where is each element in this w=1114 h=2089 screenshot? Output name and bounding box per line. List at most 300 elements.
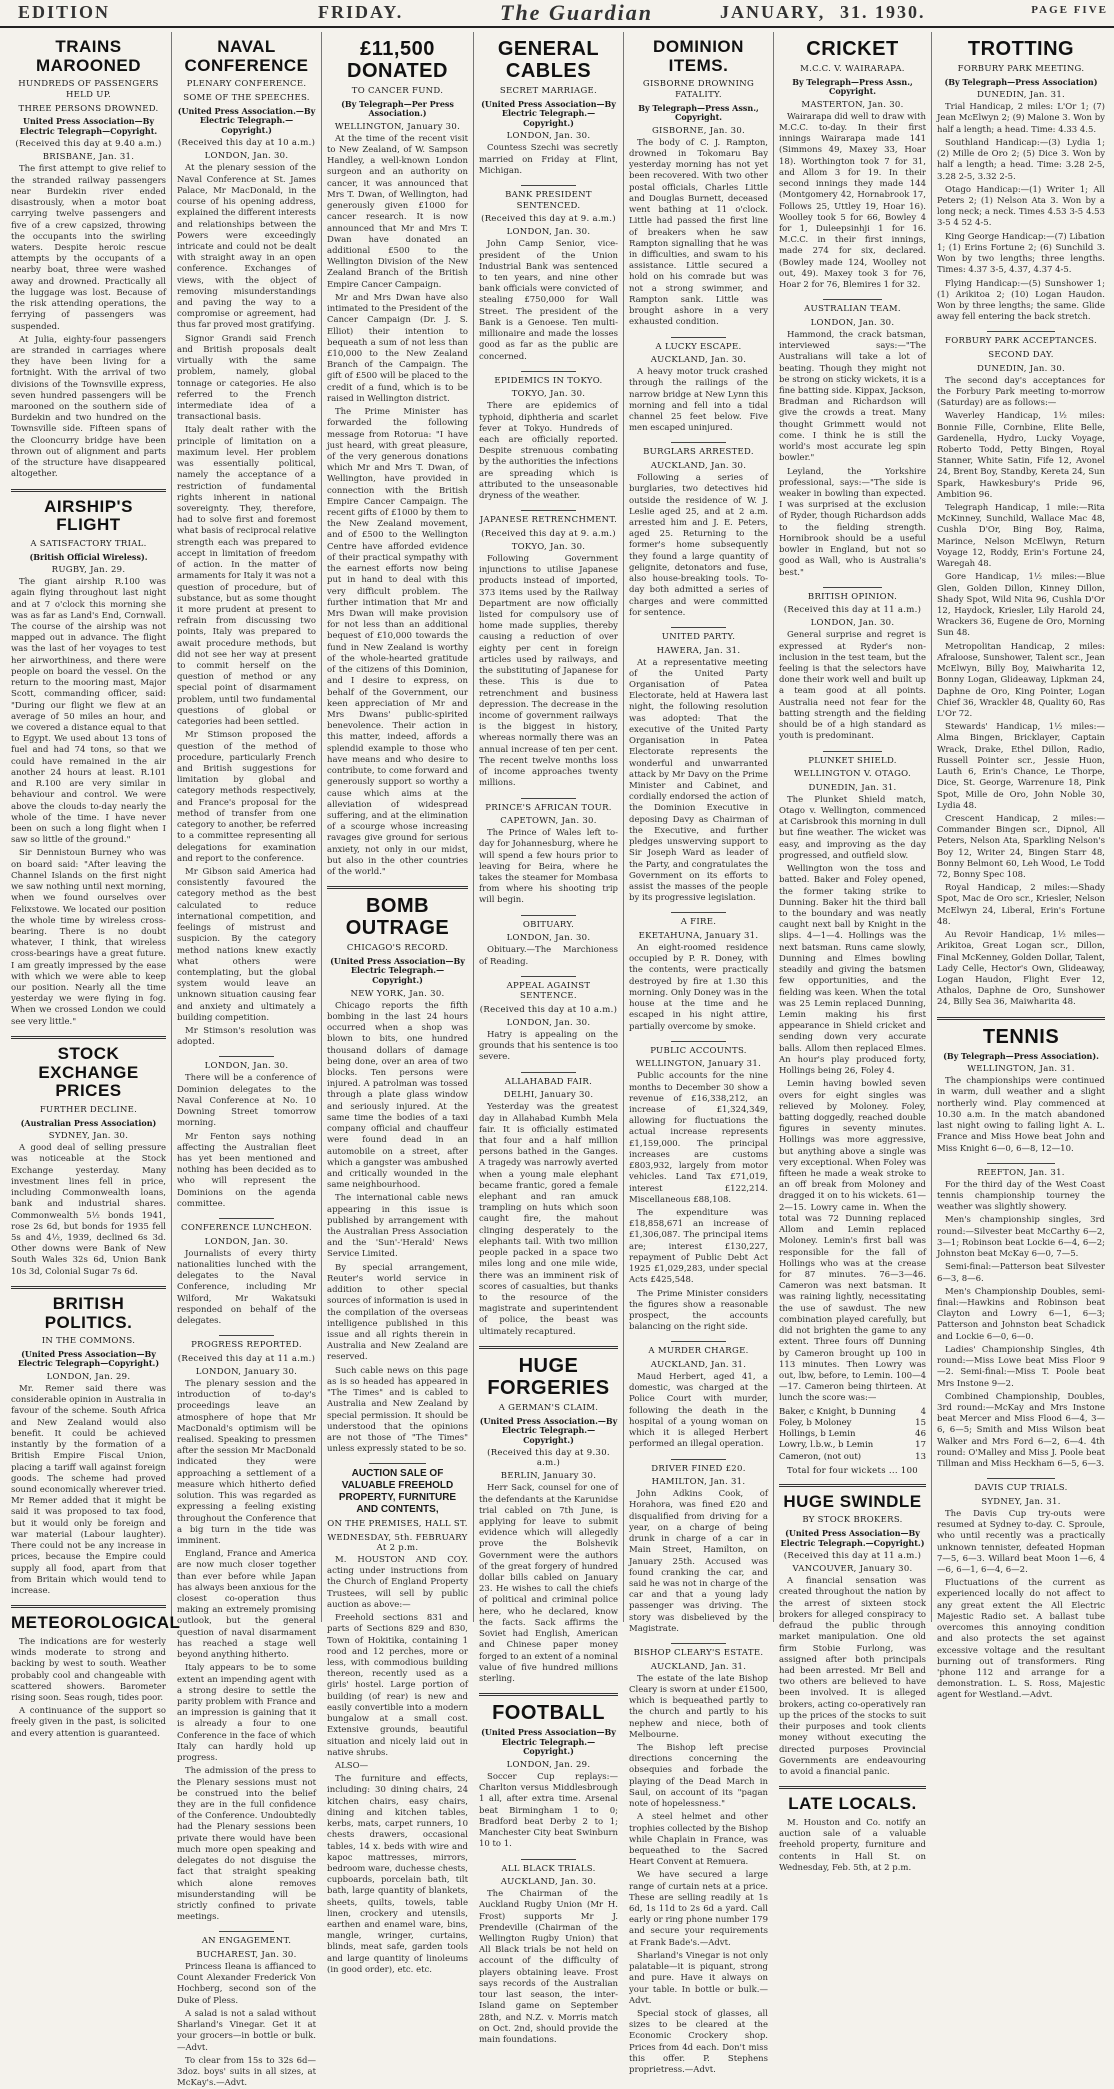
story-divider — [219, 1335, 275, 1336]
story-dateline: GISBORNE, Jan. 30. — [651, 125, 746, 136]
story-paragraph: A steel helmet and other trophies collected by the Bishop while Chaplain in France, was bequeathed to the Sacred Heart Convent at Remuera. — [629, 1812, 768, 1868]
auction-date: WEDNESDAY, 5th. FEBRUARY At 2 p.m. — [327, 1533, 468, 1554]
story-paragraph: Wairarapa did well to draw with M.C.C. to-day. In their first innings Wairarapa made 141 (Simmons 49, Maxey 33, Hoar 18). Worthington took 7 for 31, and Allom 3 for 19. In their second innings they made 144 (Montgomery 42, Hornabrook 17, Follows 25, Uttley 19, Hoar 16). Woolley took 5 for 66, Bowley 4 for 1, Duleepsinhji 1 for 16. M.C.C. in their first innings, made 274 for six, declared. (Bowley made 124, Woolley not out, 49). Maxey took 3 for 76, Hoar 2 for 76, Blemires 1 for 32. — [779, 111, 926, 291]
news-story — [11, 1605, 181, 1740]
story-dateline: LONDON, Jan. 30. — [810, 317, 895, 328]
story-subhead: FORBURY PARK MEETING. — [957, 64, 1085, 74]
story-paragraph: The Davis Cup try-outs were resumed at Sydney to-day. C. Sproule, who until recently was a practically unknown tennister, defeated Hopman 7—5, 6—3. Willard beat Moon 1—6, 4—6, 6—1, 6—4, 6—2. — [937, 1508, 1105, 1575]
story-subhead: OBITUARY. — [522, 919, 575, 930]
story-paragraph: Freehold sections 831 and parts of Sections 829 and 830, Town of Hokitika, containing 1 rood and 12 perches, more or less, with commodious building thereon, recently used as a girls' hostel. Large portion of building (of rear) is new and easily convertible into a modern bungalow at a small cost. Extensive grounds, beautiful situation and nicely laid out in native shrubs. — [327, 1613, 468, 1758]
story-subhead: SOME OF THE SPEECHES. — [183, 93, 310, 103]
story-paragraph: To clear from 15s to 32s 6d—3doz. boys' suits in all sizes, at McKay's.—Advt. — [177, 2055, 316, 2089]
news-story — [779, 1484, 926, 1778]
column-7 — [932, 32, 1110, 1701]
news-story — [937, 1017, 1105, 1155]
story-paragraph: The Plunket Shield match, Otago v. Wellington, commenced at Carisbrook this morning in dull but fine weather. The wicket was easy, and improving as the day progressed, and outfield slow. — [779, 794, 926, 861]
story-subhead: CONFERENCE LUNCHEON. — [181, 1223, 312, 1234]
wire-credit: By Telegraph—Press Assn., Copyright. — [792, 76, 913, 97]
news-story — [629, 1341, 768, 1450]
news-story — [11, 489, 166, 1028]
batsman-runs: 46 — [915, 1429, 926, 1440]
masthead — [0, 0, 1114, 28]
story-headline: GENERAL CABLES — [497, 38, 600, 82]
news-story — [479, 38, 618, 177]
story-subhead: EPIDEMICS IN TOKYO. — [494, 375, 603, 386]
story-paragraph: Journalists of every thirty nationalities lunched with the delegates to the Naval Conference, including Mr Wilford, Mr Wakatsuki responded on behalf of the delegates. — [177, 1248, 316, 1327]
story-dateline: RUGBY, Jan. 29. — [51, 565, 126, 576]
story-dateline: AUCKLAND, Jan. 30. — [650, 461, 747, 472]
story-divider — [671, 1459, 727, 1460]
received-time: (Received this day at 11 a.m.) — [177, 1353, 316, 1364]
story-dateline: HAMILTON, Jan. 31. — [651, 1477, 746, 1488]
received-time: (Received this day at 10 a.m.) — [479, 1005, 618, 1015]
column-rule — [327, 886, 468, 889]
story-dateline: BERLIN, January 30. — [500, 1471, 597, 1482]
story-headline: FOOTBALL — [492, 1702, 605, 1725]
story-paragraph: A continuance of the support so freely given in the past, is solicited and every attention is guaranteed. — [11, 1706, 166, 1739]
news-story — [327, 886, 468, 1455]
story-paragraph: Leyland, the Yorkshire professional, says:—"The side is weaker in bowling than expected. I was surprised at the exclusion of Ryder, though Richardson adds to the fielding strength. Hornibrook should be a useful bowler in England, but not so good as Wall, who is Australia's best." — [779, 466, 926, 578]
column-rule — [11, 1605, 166, 1608]
news-story — [629, 337, 768, 435]
received-time: (Received this day at 9. a.m.) — [481, 528, 616, 539]
story-dateline: EKETAHUNA, January 31. — [638, 931, 759, 941]
story-paragraph: Princess Ileana is affianced to Count Alexander Frederick Von Hochberg, second son of the Duke of Pless. — [177, 1962, 316, 2006]
scorecard-row — [779, 1452, 926, 1463]
story-paragraph: Lemin having bowled seven overs for eight singles was relieved by Moloney. Foley, batting doggedly, reached double figures in seventy minutes. Hollings was more aggressive, but anything above a single was very exceptional. When Foley was fifteen he made a weak stroke to an off break from Moloney and dragged it on to his wickets. 61—2—15. Lowry came in. When the total was 72 Dunning replaced Allom and Lemin replaced Moloney. Lemin's first ball was responsible for the fall of Hollings who was at the crease for 87 minutes. 76—3—46. Cameron was next batsman. It was raining lightly, necessitating the use of sawdust. The new combination played carefully, but did not brighten the game to any extent. Three fours off Dunning by Cameron brought up 100 in 113 minutes. Then Lowry was out, lbw, before, to Lemin. 100—4—17. Cameron being thirteen. At lunch the score was:— — [779, 1079, 926, 1404]
story-paragraph: The second day's acceptances for the Forbury Park meeting to-morrow (Saturday) are as follows:— — [937, 375, 1105, 409]
story-divider — [521, 976, 577, 977]
story-paragraph: At the time of the recent visit to New Zealand, of W. Sampson Handley, a well-known London surgeon and an authority on cancer, it was announced that Mrs T. Dwan, of Wellington, had generously given £1000 for cancer research. It is now announced that Mr and Mrs T. Dwan have donated an additional £500 to the Wellington Division of the New Zealand Branch of the British Empire Cancer Campaign. — [327, 133, 468, 290]
story-paragraph: Trial Handicap, 2 miles: L'Or 1; (7) Jean McElwyn 2; (9) Malone 3. Won by half a length; a head. Time: 4.33 4.5. — [937, 102, 1105, 135]
news-story — [479, 798, 618, 907]
story-dateline: LONDON, January 30. — [195, 1366, 298, 1377]
story-divider — [671, 1341, 727, 1342]
news-story — [629, 38, 768, 329]
story-subhead: BANK PRESIDENT SENTENCED. — [505, 190, 592, 211]
story-subhead: TO CANCER FUND. — [351, 86, 444, 96]
story-headline: STOCK EXCHANGE PRICES — [38, 1043, 139, 1101]
story-paragraph: The body of C. J. Rampton, drowned in Tokomaru Bay yesterday morning has not yet been recovered. With two other postal officials, Charles Little and Douglas Burnett, deceased went bathing at 11 o'clock. Little had passed the first line of breakers when he saw Rampton signalling that he was in difficulties, and swam to his assistance. Little secured a hold on his comrade but was not a strong swimmer, and Rampton sank. Little was brought ashore in a very exhausted condition. — [629, 137, 768, 328]
story-dateline: BUCHAREST, Jan. 30. — [196, 1950, 297, 1960]
story-paragraph: King George Handicap:—(7) Libation 1; (1) Erins Fortune 2; (6) Sunchild 3. Won by two lengths; three lengths. Times: 4.37 3-5, 4.37, 4.37 4-5. — [937, 231, 1105, 276]
story-dateline: TOKYO, Jan. 30. — [511, 389, 586, 400]
story-subhead: ALL BLACK TRIALS. — [501, 1863, 596, 1874]
story-dateline: SYDNEY, Jan. 30. — [48, 1131, 129, 1142]
story-headline: BOMB OUTRAGE — [345, 895, 450, 940]
story-headline: NAVAL CONFERENCE — [184, 37, 309, 75]
story-subhead: A MURDER CHARGE. — [648, 1346, 749, 1357]
story-paragraph: Gore Handicap, 1½ miles:—Blue Glen, Golden Dillon, Kinney Dillon, Shady Spot, Wild Nita 96, Cushla D'Or 12, Haydock, Kriesler, Lily Harold 24, Wrackers 36, Eugene de Oro, Morning Sun 48. — [937, 572, 1105, 639]
batsman-name: Hollings, b Lemin — [779, 1429, 856, 1440]
story-subhead: PUBLIC ACCOUNTS. — [650, 1045, 747, 1056]
story-paragraph: At a representative meeting of the United Party Organisation of Patea Electorate, held at Hawera last night, the following resolution was adopted: That the executive of the United Party Organisation in Patea Electorate represents the wonderful and unwarranted attack by Mr Davy on the Prime Minister and Cabinet, and cordially endorsed the action of the Dominion Executive in deposing Davy as Chairman of the Executive, and further pledges unswerving support to Sir Joseph Ward as leader of the Party, and congratulates the Government on its efforts to assist the masses of the people by its progressive legislation. — [629, 657, 768, 904]
column-rule — [937, 1017, 1105, 1020]
column-rule — [779, 1484, 926, 1487]
news-story — [779, 38, 926, 291]
story-subhead: IN THE COMMONS. — [41, 1336, 136, 1347]
wire-credit: (By Telegraph—Press Association). — [943, 1050, 1099, 1061]
story-divider — [823, 299, 882, 300]
story-paragraph: Waverley Handicap, 1½ miles: Bonnie Fille, Cornbine, Elite Belle, Gardenella, Hydro, Lucky Voyage, Roberto Todd, Petty Bingen, Royal Stanner, White Satin, Fife 12, Avonel 24, Brent Boy, Standby, Kereta 24, Sun Spark, Hawkesbury's Pride 96, Ambition 96. — [937, 411, 1105, 500]
story-paragraph: An eight-roomed residence occupied by P. R. Doney, with the contents, were practically destroyed by fire at 1.30 this morning. Only Doney was in the house at the time and he escaped in his night attire, partially overcome by smoke. — [629, 943, 768, 1032]
story-paragraph: Royal Handicap, 2 miles:—Shady Spot, Mac de Oro scr., Kriesler, Nelson McElwyn 24, Liberal, Erin's Fortune 48. — [937, 883, 1105, 927]
news-story — [177, 1056, 316, 1210]
wire-credit: (United Press Association.—By Electric Telegraph.—Copyright.) — [177, 105, 316, 135]
story-subhead: DAVIS CUP TRIALS. — [974, 1483, 1068, 1494]
story-paragraph: Italy appears to be to some extent an impending agent with a strong desire to settle the parity problem with France and an impression is gaining that it is already a four to one Conference in the face of which Italy can hardly hold up progress. — [177, 1663, 316, 1764]
wire-credit: (British Official Wireless). — [29, 551, 148, 562]
story-subhead: M.C.C. V. WAIRARAPA. — [800, 64, 905, 74]
story-dateline: LONDON, Jan. 30. — [204, 151, 289, 162]
story-divider — [987, 1478, 1054, 1479]
story-divider — [219, 1056, 275, 1057]
story-divider — [671, 1041, 727, 1042]
column-5 — [624, 32, 774, 2076]
story-subhead: UNITED PARTY. — [661, 631, 736, 642]
story-paragraph: Crescent Handicap, 2 miles:—Commander Bingen scr., Dipnol, All Peters, Nelson Ata, Sparkling Nelson's Boy 12, Writer 24, Bingen Starr 48, Bonny Belmont 60, Leh Wood, Le Todd 72, Bonny Spec 108. — [937, 813, 1105, 881]
scorecard-row — [779, 1440, 926, 1451]
story-paragraph: Special stock of glasses, all sizes to be cleared at the Economic Crockery shop. Prices from 4d each. Don't miss this offer. P. Stephens proprietress.—Advt. — [629, 2009, 768, 2076]
news-story — [479, 915, 618, 968]
column-2 — [172, 32, 322, 2089]
wire-credit: (Australian Press Association) — [20, 1117, 157, 1128]
story-paragraph: Fluctuations of the current as experienced locally do not affect to any great extent the All Electric Majestic Radio set. A ballast tube overcomes this annoying condition and also protects the set against excessive voltage and the resultant burning out of transformers. Ring 'phone 112 and arrange for a demonstration. L. S. Ross, Majestic agent for Westland.—Advt. — [937, 1578, 1105, 1701]
story-dateline: MASTERTON, Jan. 30. — [801, 99, 904, 110]
story-paragraph: The Prime Minister has forwarded the following message from Rotorua: "I have just heard, with great pleasure, of the very generous donations which Mr and Mrs T. Dwan, of Wellington, have provided in connection with the British Empire Cancer Campaign. The recent gifts of £1000 by them to the New Zealand movement, and of £500 to the Wellington Centre have afforded evidence of their practical sympathy with the earnest efforts now being put in hand to deal with this very difficult problem. The further intimation that Mr and Mrs Dwan will make provision for not less than an additional bequest of £10,000 towards the fund in New Zealand is worthy of the whole-hearted gratitude of the citizens of this Dominion, and I desire to express, on behalf of the Government, our keen appreciation of Mr and Mrs Dwans' public-spirited benevolence. Their action in this matter, indeed, affords a splendid example to those who have means and who desire to contribute, to come forward and generously support so worthy a cause which aims at the alleviation of widespread suffering, and at the elimination of a scourge whose increasing ravages give ground for serious anxiety, not only in our midst, but also in the other countries of the world." — [327, 407, 468, 878]
batsman-name: Baker, c Knight, b Dunning — [779, 1406, 896, 1417]
story-paragraph: Obituary.—The Marchioness of Reading. — [479, 945, 618, 967]
story-subhead: CHICAGO'S RECORD. — [346, 943, 449, 954]
news-story — [629, 1041, 768, 1334]
story-divider — [823, 751, 882, 752]
story-paragraph: Mr Stimson proposed the question of the method of procedure, particularly French and British suggestions for limitation by global and category methods respectively, and France's proposal for the method of transfer from one category to another, be referred to a committee representing all delegations for examination and report to the conference. — [177, 730, 316, 864]
story-headline: HUGE FORGERIES — [487, 1354, 610, 1399]
wire-credit: (United Press Association—By Electric Telegraph.—Copyright.) — [481, 1727, 616, 1757]
story-headline: HUGE SWINDLE — [783, 1491, 922, 1511]
news-story — [177, 1218, 316, 1327]
news-story — [479, 510, 618, 789]
story-paragraph: Soccer Cup replays:—Charlton versus Middlesbrough 1 all, after extra time. Arsenal beat Birmingham 1 to 0; Bradford beat Derby 2 to 1; Manchester City beat Swinburn 10 to 1. — [479, 1772, 618, 1850]
story-paragraph: A financial sensation was created throughout the nation by the arrest of sixteen stock brokers for alleged conspiracy to defraud the public through market manipulation. One old firm Stobie Furlong, was assigned after both principals had been arrested. Mr Bell and two others are believed to have been involved. It is alleged brokers, acting co-operatively ran up the prices of the stocks to suit their purposes and took clients money without executing the directed purposes Provincial Governments are endeavouring to avoid a financial panic. — [779, 1576, 926, 1777]
story-divider — [219, 1931, 275, 1932]
story-divider — [521, 185, 577, 186]
story-headline: BRITISH POLITICS. — [44, 1293, 133, 1332]
newspaper-columns — [6, 32, 1110, 2089]
news-story — [177, 38, 316, 1048]
story-dateline: LONDON, Jan. 30. — [506, 1018, 591, 1028]
story-paragraph: At Julia, eighty-four passengers are stranded in carriages where they have been living for a fortnight. With the arrival of two divisions of the Townsville express, seven hundred passengers will be marooned on the southern side of Burdekin and two hundred on the Townsville side. Fifteen spans of the Clooncurry bridge have been thrown out of alignment and parts of the structure have disappeared altogether. — [11, 334, 166, 480]
story-dateline: LONDON, Jan. 30. — [506, 933, 591, 944]
received-time: (Received this day at 9. a.m.) — [481, 214, 616, 225]
story-subhead: A SATISFACTORY TRIAL. — [30, 538, 147, 549]
story-divider — [987, 331, 1054, 332]
story-subhead: BISHOP CLEARY'S ESTATE. — [633, 1648, 764, 1659]
auction-title: AUCTION SALE OF VALUABLE FREEHOLD PROPERTY, FURNITURE AND CONTENTS, — [338, 1468, 457, 1516]
story-headline: LATE LOCALS. — [788, 1794, 917, 1814]
story-paragraph: Mr Fenton says nothing affecting the Australian fleet has yet been mentioned and nothing has been decided as to who will represent the Dominions on the agenda committee. — [177, 1131, 316, 1209]
story-paragraph: The furniture and effects, including: 30 dining chairs, 24 kitchen chairs, easy chairs, dining and kitchen tables, kerbs, mats, carpet runners, 10 chests drawers, occasional tables, 14 x. beds with wire and kapoc mattresses, mirrors, bedroom ware, duchesse chests, cupboards, porcelain bath, tilt bath, large quantity of blankets, sheets, quilts, towels, table linen, crockery and utensils, earthen and enamel ware, bins, mangle, wringer, curtains, blinds, meat safe, garden tools and large quantity of linoleums (in good order), etc. etc. — [327, 1774, 468, 1975]
story-paragraph: Mr and Mrs Dwan have also intimated to the President of the Cancer Campaign (Dr. J. S. Elliot) their intention to bequeath a sum of not less than £10,000 to the New Zealand Branch of the Campaign. The gift of £500 will be placed to the credit of a fund, which is to be raised in Wellington district. — [327, 292, 468, 404]
news-story — [937, 331, 1105, 1008]
news-story — [779, 751, 926, 1476]
batsman-runs: 15 — [915, 1417, 926, 1428]
page-number: PAGE FIVE — [1031, 4, 1108, 16]
story-paragraph: Wellington won the toss and batted. Baker and Foley opened, the former taking strike to Dunning. Baker hit the third ball to the boundary and was neatly caught next ball by Knight in the slips. 4—1—4. Hollings was the next batsman. Runs came slowly, Dunning and Elmes bowling steadily and giving the batsmen few opportunities, and the fielding was keen. When the total was 25 Lemin replaced Dunning, Lemin making his first appearance in Shield cricket and sending down very accurate balls. Allom then replaced Elmes. An hour's play produced forty, Hollings being 26, Foley 4. — [779, 864, 926, 1077]
batsman-name: Foley, b Moloney — [779, 1417, 852, 1428]
story-headline: TENNIS — [982, 1025, 1060, 1048]
auction-location: ON THE PREMISES, HALL ST. — [327, 1519, 468, 1530]
masthead-month: JANUARY, — [720, 2, 826, 22]
wire-credit: (United Press Association—By Electric Telegraph.—Copyright.) — [481, 98, 616, 128]
story-paragraph: Flying Handicap:—(5) Sunshower 1; (1) Arikitoa 2; (10) Logan Haudon. Won by three lengths; the same. Glide away fell entering the back stretch. — [937, 278, 1105, 323]
story-paragraph: Following a series of burglaries, two detectives hid outside the residence of W. J. Leslie aged 25, and at 2 a.m. arrested him and J. E. Peters, aged 25. Returning to the former's home subsequently they found a large quantity of gelignite, detonators and fuse, also house-breaking tools. To-day both admitted a series of charges and were committed for sentence. — [629, 473, 768, 618]
story-dateline: LONDON, Jan. 30. — [204, 1061, 289, 1072]
story-paragraph: The Prince of Wales left to-day for Johannesburg, where he will spend a few hours prior to leaving for Beira, where he takes the steamer for Mombasa from where his shooting trip will begin. — [479, 828, 618, 906]
story-paragraph: Countess Szechi was secretly married on Friday at Flint, Michigan. — [479, 143, 618, 176]
news-story — [177, 1335, 316, 1923]
wire-credit: (By Telegraph—Per Press Association.) — [341, 98, 454, 119]
story-headline: DOMINION ITEMS. — [653, 37, 744, 75]
story-subhead: HUNDREDS OF PASSENGERS HELD UP. — [18, 79, 159, 100]
story-paragraph: The plenary session and the introduction of to-day's proceedings leave an atmosphere of hope that Mr MacDonald's optimism will be realised. Speaking to pressmen after the session Mr MacDonald indicated they were approaching a settlement of a measure which hitherto defied solution. This was regarded as expressing a feeling existing throughout the Conference that a big turn in the tide was imminent. — [177, 1378, 316, 1546]
story-paragraph: Maud Herbert, aged 41, a domestic, was charged at the Police Court with murder, following the death in the hospital of a young woman on which it is alleged Herbert performed an illegal operation. — [629, 1372, 768, 1450]
scorecard-row — [779, 1429, 926, 1440]
column-rule — [479, 1346, 618, 1349]
story-dateline: NEW YORK, Jan. 30. — [350, 988, 445, 999]
news-story — [479, 1859, 618, 2047]
news-story — [937, 1478, 1105, 1701]
story-paragraph: Telegraph Handicap, 1 mile:—Rita McKinney, Sunchild, Wallace Mac 48, Cushla D'Or, Bing Boy, Raima, Marince, Nelson McElwyn, Return Voyage 12, Roddy, Erin's Fortune 24, Waregah 48. — [937, 503, 1105, 570]
news-story — [327, 38, 468, 878]
news-story — [629, 627, 768, 904]
received-time: (Received this day at 11 a.m.) — [783, 605, 922, 616]
story-subhead: A FIRE. — [680, 917, 717, 928]
story-paragraph: We have secured a large range of curtain nets at a price. These are selling readily at 1s 6d, 1s 11d to 2s 6d a yard. Call early or ring phone number 179 and secure your requirements at Frank Bade's.—Advt. — [629, 1870, 768, 1948]
story-paragraph: The first attempt to give relief to the stranded railway passengers near Burdekin river ended disastrously, when a motor boat carrying twelve passengers and five of a crew capsized, throwing the occupants into the swirling waters. Despite heroic rescue attempts by the occupants of a nearby boat, three were washed away and drowned. Practically all the luggage was lost. Because of the risk attending operations, the ferrying of passengers was suspended. — [11, 164, 166, 332]
news-story — [937, 38, 1105, 323]
story-subhead: GISBORNE DROWNING FATALITY. — [642, 79, 755, 100]
news-story — [11, 1036, 166, 1278]
wire-credit: (By Telegraph—Press Association) — [944, 76, 1098, 87]
story-subhead: WELLINGTON V. OTAGO. — [794, 769, 911, 780]
story-subhead: BY STOCK BROKERS. — [802, 1515, 903, 1526]
story-paragraph: Southland Handicap:—(3) Lydia 1; (2) Mille de Oro 2; (5) Dice 3. Won by half a length; a head. Time: 3.28 2-5, 3.28 2-5, 3.32 2-5. — [937, 137, 1105, 182]
story-dateline: VANCOUVER, January 30. — [792, 1564, 913, 1575]
story-paragraph: Sharland's Vinegar is not only palatable—it is piquant, strong and pure. Have it always on your table. In bottle or bulk.—Advt. — [629, 1950, 768, 2006]
batsman-runs: 4 — [920, 1406, 926, 1417]
news-story — [177, 1931, 316, 2089]
story-divider — [671, 337, 727, 338]
story-paragraph: Sir Dennistoun Burney who was on board said: "After leaving the Channel Islands on the first night we saw nothing until next morning, when we found ourselves over Felixstowe. We located our position the whole time by wireless cross-bearing. There is no doubt whatever, I think, that wireless cross-bearings have a great future. I am greatly impressed by the ease with which we were able to keep our position. Nearly all the time yesterday we were flying in fog. When we crossed London we could see very little." — [11, 848, 166, 1027]
story-paragraph: Ladies' Championship Singles, 4th round:—Miss Lowe beat Miss Floor 9—2. Semi-final:—Miss T. Poole beat Mrs Instone 9—2. — [937, 1344, 1105, 1389]
wire-credit: By Telegraph—Press Assn., Copyright. — [638, 102, 759, 123]
story-divider — [521, 915, 577, 916]
story-dateline: WELLINGTON, January 31. — [635, 1059, 762, 1070]
story-paragraph: The expenditure was £18,858,671 an increase of £1,306,087. The principal items are; interest £130,227, repayment of Public Debt Act 1925 £1,029,283, under special Acts £425,548. — [629, 1208, 768, 1286]
column-6 — [774, 32, 932, 1873]
news-story — [479, 185, 618, 363]
column-3 — [322, 32, 474, 1975]
story-paragraph: There will be a conference of Dominion delegates to the Naval Conference at No. 10 Downing Street tomorrow morning. — [177, 1073, 316, 1129]
story-subhead: A LUCKY ESCAPE. — [655, 341, 742, 352]
story-paragraph: Mr Stimson's resolution was adopted. — [177, 1026, 316, 1048]
story-paragraph: A salad is not a salad without Sharland's Vinegar. Get it at your grocers—in bottle or bulk.—Advt. — [177, 2008, 316, 2053]
batsman-runs: 13 — [915, 1451, 926, 1462]
story-divider — [521, 1859, 577, 1860]
story-paragraph: The giant airship R.100 was again flying throughout last night and at 7 o'clock this morning she was as far as Land's End, Cornwall. The course of the airship was not mapped out in advance. The flight was the last of her voyages to test her airworthiness, and there were people on board the vessel. On the return to the mooring mast, Major Scott, commanding officer, said: "During our flight we flew at an average of 50 miles an hour, and we covered a distance equal to that to Egypt. We used about 13 tons of fuel and had 74 tons, so that we could have remained in the air another 24 hours at least. R.101 and R.100 are very similar in behaviour and control. We were above the clouds to-day nearly the whole of the time. I have never been on such a long flight when I saw so little of the ground." — [11, 577, 166, 846]
story-paragraph: By special arrangement, Reuter's world service in addition to other special sources of information is used in the compilation of the overseas intelligence published in this issue and all rights therein in Australia and New Zealand are reserved. — [327, 1262, 468, 1363]
column-rule — [479, 1693, 618, 1696]
story-dateline: SYDNEY, Jan. 31. — [981, 1496, 1061, 1507]
story-dateline: AUCKLAND, Jan. 30. — [650, 355, 747, 366]
story-dateline: AUCKLAND, Jan. 31. — [650, 1661, 747, 1672]
story-subhead: FURTHER DECLINE. — [39, 1104, 138, 1115]
story-divider — [987, 1163, 1054, 1164]
received-time: (Received this day at 9.40 a.m.) — [15, 139, 162, 150]
column-rule — [779, 1786, 926, 1789]
story-divider — [521, 1072, 577, 1073]
story-subhead: FORBURY PARK ACCEPTANCES. — [945, 336, 1097, 347]
story-subhead: SECRET MARRIAGE. — [499, 86, 598, 96]
column-1 — [6, 32, 181, 1739]
story-subhead: A GERMAN'S CLAIM. — [498, 1402, 599, 1413]
news-story — [327, 1463, 468, 1976]
story-subhead: BRITISH OPINION. — [807, 591, 898, 602]
story-divider — [671, 442, 727, 443]
scorecard-total: Total for four wickets ... 100 — [786, 1465, 918, 1476]
news-story — [779, 1786, 926, 1874]
story-paragraph: Herr Sack, counsel for one of the defendants at the Karunidse trial cabled on 7th June, is applying for leave to submit evidence which will allegedly prove the Bolshevik Government were the authors of the great forgery of hundred dollar bills cabled on January 23. He wishes to call the chiefs of political and criminal police here, who he declared, know the facts. Sack affirms the Soviet had English, American and Chinese paper money forged to an extent of a nominal value of five hundred millions sterling. — [479, 1483, 618, 1684]
story-headline: £11,500 DONATED — [347, 38, 448, 82]
story-divider — [671, 1643, 727, 1644]
story-subhead: PRINCE'S AFRICAN TOUR. — [485, 802, 612, 813]
masthead-date: 31. 1930. — [840, 2, 926, 22]
story-subhead: APPEAL AGAINST SENTENCE. — [506, 980, 591, 1002]
news-story — [629, 912, 768, 1032]
story-dateline: REEFTON, Jan. 31. — [977, 1167, 1065, 1178]
wire-credit: (United Press Association.—By Electric Telegraph.—Copyright.) — [479, 1415, 618, 1445]
story-paragraph: Metropolitan Handicap, 2 miles: Afraloose, Sunshower, Talent scr., Jean McElwyn, Billy Boy, Maiwharita 12, Bonny Logan, Glideaway, Lipkman 24, Daphne de Oro, King Pointer, Logan Chief 36, Wrackler 48, Quality 60, Ras L'Or 72. — [937, 641, 1105, 719]
story-paragraph: Signor Grandi said French and British proposals dealt virtually with the same problem, namely, global tonnage or categories. He also referred to the French intermediate idea of a transactional basis. — [177, 333, 316, 423]
story-paragraph: Au Revoir Handicap, 1½ miles—Arikitoa, Great Logan scr., Dillon, Final McKenney, Golden Dollar, Talent, Lady Celle, Hector's Own, Glideaway, Logan Haudon, Flight Ever 12, Athalos, Daphne de Oro, Sunshower 24, Billy Sea 36, Maiwharita 48. — [937, 930, 1105, 1008]
story-paragraph: John Adkins Cook, of Horahora, was fined £20 and disqualified from driving for a year, on a charge of being drunk in charge of a car in Main Street, Hamilton, on January 25th. Accused was found cranking the car, and said he was not in charge of the car and that a young lady passenger was driving. The story was disbelieved by the Magistrate. — [629, 1489, 768, 1634]
story-paragraph: Mr. Remer said there was considerable opinion in Australia in favour of the scheme. South Africa and New Zealand would also benefit. It could be achieved instantly by the formation of a British Empire Fiscal Union, placing a tariff wall against foreign goods. The scheme had proved sound economically wherever tried. Mr Remer added that it might be said it was proposed to tax food, but it would only be foreign and war material (Labour laughter). There could not be any increase in prices, because the Empire could supply all food, apart from that from Britain which would tend to increase. — [11, 1384, 166, 1596]
story-dateline: TOKYO, Jan. 30. — [511, 541, 586, 552]
edition-label: EDITION — [18, 2, 111, 22]
story-subhead: PLENARY CONFERENCE. — [186, 79, 307, 90]
story-headline: METEOROLOGICAL — [11, 1613, 181, 1633]
news-story — [779, 299, 926, 578]
news-story — [937, 1163, 1105, 1470]
story-paragraph: The international cable news appearing in this issue is published by arrangement with the Australian Press Association and the 'Sun'-'Herald' News Service Limited. — [327, 1193, 468, 1260]
story-divider — [219, 1218, 275, 1219]
wire-credit: (United Press Association—By Electric Telegraph—Copyright.) — [17, 1348, 160, 1369]
story-divider — [521, 798, 577, 799]
masthead-day: FRIDAY. — [318, 2, 404, 22]
story-paragraph: At the plenary session of the Naval Conference at St. James Palace, Mr MacDonald, in the course of his opening address, explained the different interests and relationships between the Powers were exceedingly intricate and could not be dealt with straight away in an open conference. Exchanges of views, with the object of removing misunderstandings and paving the way to a compromise or agreement, had thus far proved most gratifying. — [177, 163, 316, 331]
story-paragraph: Yesterday was the greatest day in Allahabad Kumbh Mela fair. It is officially estimated that four and a half million persons bathed in the Ganges. A tragedy was narrowly averted when a young male elephant became frantic, gored a female elephant and ran amuck trampling on huts which soon caught fire, the mahout clinging desperately to the elephants tail. With two million people packed in a space two miles long and one mile wide, there was an imminent risk of scores of casualties, but thanks to the resource of the magistrate and superintendent of police, the beast was ultimately recaptured. — [479, 1102, 618, 1337]
story-paragraph: Chicago reports the fifth bombing in the last 24 hours occurred when a shop was blown to bits, one hundred thousand dollars of damage being done, over an area of two blocks. Ten persons were injured. A patrolman was tossed through a plate glass window and seriously injured. At the same time the bodies of a taxi company official and chauffeur were found dead in an automobile on a street, after which a gangster was ambushed and critically wounded in the same neighbourhood. — [327, 1000, 468, 1191]
news-story — [479, 371, 618, 503]
story-paragraph: Hammond, the crack batsman, interviewed says:—"The Australians will take a lot of beating. Though they might not be strong on sticky wickets, it is a fine batting side. Kippax, Jackson, Bradman and Richardson will give the crowds a treat. Many thought Grimmett would not come. I think he is still the world's most accurate leg spin bowler." — [779, 329, 926, 464]
news-story — [629, 442, 768, 618]
story-paragraph: ALSO— — [335, 1760, 369, 1771]
story-paragraph: Men's championship singles, 3rd round:—Silvester beat McCarthy 6—2, 3—1; Robinson beat Lockie 6—4, 6—2; Johnston beat McKay 6—0, 7—5. — [937, 1215, 1105, 1260]
story-paragraph: For the third day of the West Coast tennis championship tourney the weather was slightly showery. — [937, 1179, 1105, 1213]
story-paragraph: M. HOUSTON AND COY. acting under instructions from the Church of England Property Trustees, will sell by public auction as above:— — [327, 1555, 468, 1610]
story-headline: TRAINS MAROONED — [35, 37, 142, 75]
story-paragraph: Such cable news on this page as is so headed has appeared in "The Times" and is cabled to Australia and New Zealand by special permission. It should be understood that the opinions are not those of "The Times" unless expressly stated to be so. — [327, 1365, 468, 1455]
story-dateline: CAPETOWN, Jan. 30. — [500, 816, 597, 827]
batsman-name: Lowry, l.b.w., b Lemin — [779, 1440, 874, 1451]
received-time: (Received this day at 10 a.m.) — [177, 138, 316, 149]
story-paragraph: Public accounts for the nine months to December 30 show a revenue of £16,338,212, an increase of £1,324,349, allowing for fluctuations the actual increase represents £1,159,000. The principal increases are customs £803,932, largely from motor vehicles. Land Tax £71,019, interest £122,214. Miscellaneous £88,108. — [629, 1071, 768, 1205]
story-paragraph: The Chairman of the Auckland Rugby Union (Mr H. Frost) supports Mr J. Prendeville (Chairman of the Wellington Rugby Union) that All Black trials be not held on account of the difficulty of players obtaining leave. Frost says records of the Australian tour last season, the inter-Island game on September 28th, and N.Z. v. Morris match on Oct. 2nd, should provide the main foundations. — [479, 1889, 618, 2045]
wire-credit: (United Press Association—By Electric Telegraph.—Copyright.) — [780, 1528, 925, 1548]
news-story — [629, 1643, 768, 2076]
news-story — [479, 1346, 618, 1685]
story-subhead: BURGLARS ARRESTED. — [643, 447, 754, 458]
story-subhead: PLUNKET SHIELD. — [808, 755, 897, 766]
story-subhead: PROGRESS REPORTED. — [191, 1340, 302, 1351]
scorecard-row — [779, 1418, 926, 1429]
story-dateline: LONDON, Jan. 30. — [506, 131, 591, 142]
story-divider — [671, 627, 727, 628]
news-story — [11, 38, 166, 481]
story-dateline: AUCKLAND, Jan. 30. — [500, 1877, 597, 1888]
story-paragraph: The indications are for westerly winds moderate to strong and backing by west to south. Weather probably cool and changeable with scattered showers. Barometer rising soon. Seas rough, tides poor. — [11, 1636, 166, 1703]
story-headline: AIRSHIP'S FLIGHT — [44, 496, 133, 535]
story-headline: CRICKET — [806, 38, 899, 60]
story-headline: TROTTING — [967, 38, 1075, 60]
story-paragraph: A good deal of selling pressure was noticeable at the Stock Exchange yesterday. Many investment lines fell in price, including Commonwealth loans, bank and industrial shares. Commonwealth 5½ bonds 1941, rose 2s 6d, but bonds for 1935 fell 5s and 4½, 1939, declined 6s 3d. Other downs were Bank of New South Wales 32s 6d, Union Bank 10s 3d, Colonial Sugar 7s 6d. — [11, 1143, 166, 1277]
story-subhead: AUSTRALIAN TEAM. — [804, 304, 901, 315]
story-dateline: WELLINGTON, January 30. — [334, 121, 461, 132]
story-dateline: WELLINGTON, Jan. 31. — [967, 1064, 1075, 1075]
news-story — [11, 1286, 166, 1597]
news-story — [479, 1693, 618, 1850]
story-paragraph: Otago Handicap:—(1) Writer 1; All Peters 2; (1) Nelson Ata 3. Won by a long neck; a neck. Times 4.53 3-5 4.53 3-5 4 52 4-5. — [937, 184, 1105, 229]
story-paragraph: Semi-final:—Patterson beat Silvester 6—3, 8—6. — [937, 1262, 1105, 1284]
story-paragraph: The Bishop left precise directions concerning the obsequies and forbade the playing of the Dead March in Saul, on account of its "pagan note of hopelessness." — [629, 1742, 768, 1810]
story-paragraph: The Prime Minister considers the figures show a reasonable prospect, the accounts balancing on the right side. — [629, 1288, 768, 1333]
news-story — [779, 587, 926, 743]
story-divider — [671, 912, 727, 913]
story-dateline: LONDON, Jan. 29. — [506, 1760, 591, 1770]
story-paragraph: The championships were continued in warm, dull weather and a slight northerly wind. Play commenced at 10.30 a.m. In the match abandoned last night owing to failing light A. L. France and Miss Howe beat John and Miss Knight 6—0, 6—8, 12—10. — [937, 1076, 1105, 1154]
received-time: (Received this day at 9.30. a.m.) — [487, 1448, 610, 1469]
story-dateline: DUNEDIN, Jan. 31. — [976, 90, 1066, 101]
story-paragraph: There are epidemics of typhoid, diphtheria and scarlet fever at Tokyo. Hundreds of each are officially reported. Despite strenuous combating by the authorities the infections are spreading which is attributed to the unseasonable dryness of the weather. — [479, 401, 618, 502]
story-paragraph: A heavy motor truck crashed through the railings of the narrow bridge at New Lynn this morning and fell into a tidal channel 25 feet below. Five men escaped uninjured. — [629, 367, 768, 434]
story-paragraph: Hatry is appealing on the grounds that his sentence is too severe. — [479, 1030, 618, 1063]
batsman-runs: 17 — [915, 1440, 926, 1451]
story-paragraph: Stewards' Handicap, 1½ miles:—Alma Bingen, Bricklayer, Captain Wrack, Drake, Ethel Dillon, Radio, Russell Pointer scr., Jessie Huon, Lauth 6, Erin's Chance, Le Thorpe, Dice, St. George, Warrenure 18, Pink Spot, Mille de Oro, John Noble 30, Lydia 48. — [937, 722, 1105, 811]
news-story — [479, 1072, 618, 1338]
column-rule — [11, 489, 166, 492]
scorecard-row — [779, 1407, 926, 1418]
column-rule — [11, 1286, 166, 1289]
column-4 — [474, 32, 624, 2045]
story-paragraph: Mr Gibson said America had consistently favoured the category method as the best calculated to reduce international competition, and feelings of mistrust and suspicion. By the category method nations knew exactly what others were contemplating, but the global system would leave an unknown situation causing fear and anxiety and ultimately a building competition. — [177, 866, 316, 1023]
story-paragraph: General surprise and regret is expressed at Ryder's non-inclusion in the test team, but the feeling is that the selectors have done their work well and built up a team good at all points. Australia need not fear for the batting strength and the fielding should be of a high standard as youth is predominant. — [779, 630, 926, 742]
story-paragraph: M. Houston and Co. notify an auction sale of a valuable freehold property, furniture and contents in Hall St. on Wednesday, Feb. 5th, at 2 p.m. — [779, 1817, 926, 1873]
story-dateline: LONDON, Jan. 29. — [46, 1372, 131, 1382]
story-dateline: BRISBANE, Jan. 31. — [42, 152, 135, 163]
story-paragraph: The estate of the late Bishop Cleary is sworn at under £1500, which is bequeathed partly to the church and partly to his nephew and niece, both of Melbourne. — [629, 1673, 768, 1740]
story-subhead: SECOND DAY. — [988, 350, 1054, 360]
